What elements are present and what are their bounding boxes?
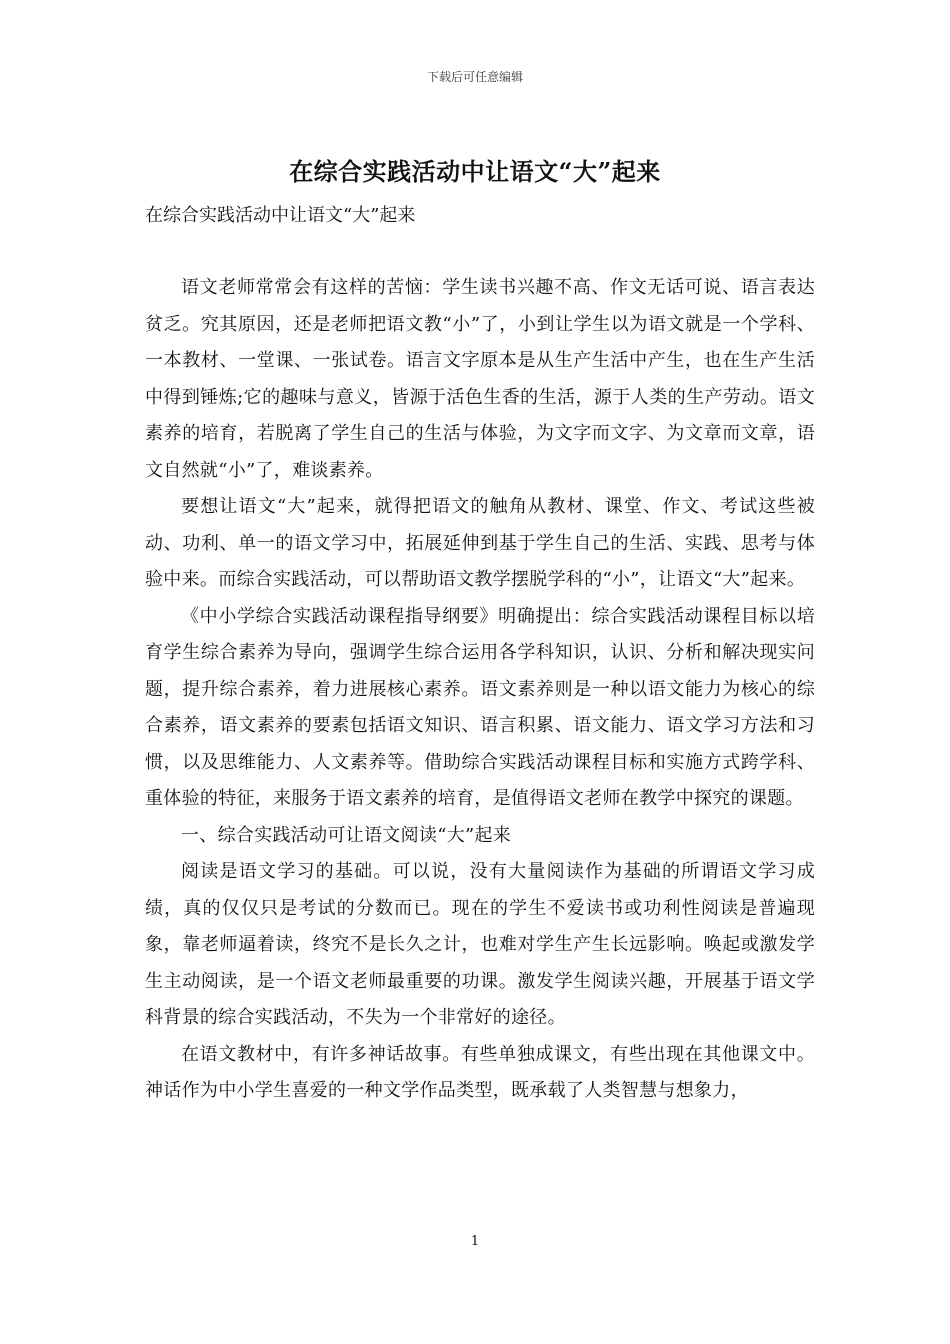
paragraph: 语文老师常常会有这样的苦恼：学生读书兴趣不高、作文无话可说、语言表达贫乏。究其原因，还是老师把语文教“小”了，小到让学生以为语文就是一个学科、一本教材、一堂课、一张试卷。语言文字原本是从生产生活中产生，也在生产生活中得到锤炼;它的趣味与意义，皆源于活色生香的生活，源于人类的生产劳动。语文素养的培育，若脱离了学生自己的生活与体验，为文字而文字、为文章而文章，语文自然就“小”了，难谈素养。 — [145, 277, 815, 481]
header-note: 下载后可任意编辑 — [426, 70, 523, 84]
document-subtitle: 在综合实践活动中让语文“大”起来 — [145, 205, 416, 226]
paragraph: 《中小学综合实践活动课程指导纲要》明确提出：综合实践活动课程目标以培育学生综合素养为导向，强调学生综合运用各学科知识，认识、分析和解决现实问题，提升综合素养，着力进展核心素养。语文素养则是一种以语文能力为核心的综合素养，语文素养的要素包括语文知识、语言积累、语文能力、语文学习方法和习惯，以及思维能力、人文素养等。借助综合实践活动课程目标和实施方式跨学科、重体验的特征，来服务于语文素养的培育，是值得语文老师在教学中探究的课题。 — [145, 605, 815, 809]
paragraph: 在语文教材中，有许多神话故事。有些单独成课文，有些出现在其他课文中。神话作为中小学生喜爱的一种文学作品类型，既承载了人类智慧与想象力， — [145, 1043, 815, 1101]
document-body — [145, 270, 815, 1110]
document-title: 在综合实践活动中让语文“大”起来 — [289, 157, 661, 186]
paragraph: 要想让语文“大”起来，就得把语文的触角从教材、课堂、作文、考试这些被动、功利、单一的语文学习中，拓展延伸到基于学生自己的生活、实践、思考与体验中来。而综合实践活动，可以帮助语文教学摆脱学科的“小”，让语文“大”起来。 — [145, 496, 815, 590]
paragraph: 阅读是语文学习的基础。可以说，没有大量阅读作为基础的所谓语文学习成绩，真的仅仅只是考试的分数而已。现在的学生不爱读书或功利性阅读是普遍现象，靠老师逼着读，终究不是长久之计，也难对学生产生长远影响。唤起或激发学生主动阅读，是一个语文老师最重要的功课。激发学生阅读兴趣，开展基于语文学科背景的综合实践活动，不失为一个非常好的途径。 — [145, 861, 815, 1028]
page-number: 1 — [470, 1234, 480, 1249]
section-heading: 一、综合实践活动可让语文阅读“大”起来 — [181, 824, 512, 846]
